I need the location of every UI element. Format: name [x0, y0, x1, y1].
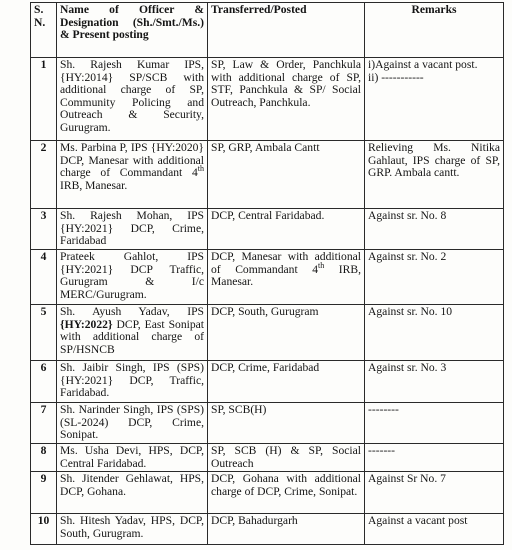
table-row	[31, 514, 504, 545]
posted-text: DCP, Manesar with additional of Commandant 4	[211, 250, 361, 276]
remark-line: i)Against a vacant post.	[368, 58, 478, 71]
officer-cell: Sh. Rajesh Mohan, IPS {HY:2021} DCP, Crime, Faridabad	[57, 209, 208, 250]
officer-batch-bold: {HY:2022}	[60, 317, 113, 331]
posted-cell: DCP, Bahadurgarh	[208, 514, 365, 545]
ordinal-suffix: th	[318, 260, 325, 270]
remark-line: Against sr. No. 3	[368, 361, 447, 374]
posted-text: IRB, Manesar.	[211, 262, 361, 289]
remarks-cell	[365, 209, 504, 250]
remarks-cell	[365, 141, 504, 209]
serial-number-cell: 2	[31, 141, 57, 209]
table-row	[31, 58, 504, 141]
remark-line: Relieving Ms. Nitika Gahlaut, IPS charge of SP, GRP. Ambala cantt.	[368, 141, 500, 180]
remarks-cell	[365, 361, 504, 403]
officer-cell	[57, 305, 208, 361]
remark-line: Against sr. No. 8	[368, 209, 447, 222]
officer-cell: Sh. Narinder Singh, IPS (SPS) (SL-2024) DCP, Crime, Sonipat.	[57, 403, 208, 444]
serial-number-cell: 5	[31, 305, 57, 361]
header-remarks: Remarks	[365, 3, 504, 58]
posted-cell: DCP, Gohana with additional charge of DCP, Crime, Sonipat.	[208, 472, 365, 514]
officer-text: Sh. Ayush Yadav, IPS	[60, 305, 204, 318]
officer-cell: Sh. Jaibir Singh, IPS (SPS) {HY:2021} DCP, Traffic, Faridabad.	[57, 361, 208, 403]
remark-line: ii) -----------	[368, 70, 424, 84]
remarks-cell	[365, 250, 504, 305]
table-row	[31, 472, 504, 514]
remarks-cell	[365, 444, 504, 472]
remarks-cell	[365, 514, 504, 545]
posted-cell: DCP, South, Gurugram	[208, 305, 365, 361]
header-officer-details: Name of Officer & Designation (Sh./Smt./Ms.) & Present posting	[57, 3, 208, 58]
posted-cell: DCP, Central Faridabad.	[208, 209, 365, 250]
header-transferred-posted: Transferred/Posted	[208, 3, 365, 58]
posted-cell: DCP, Crime, Faridabad	[208, 361, 365, 403]
posted-cell: SP, SCB(H)	[208, 403, 365, 444]
officer-cell: Sh. Jitender Gehlawat, HPS, DCP, Gohana.	[57, 472, 208, 514]
table-row	[31, 361, 504, 403]
posted-cell: SP, GRP, Ambala Cantt	[208, 141, 365, 209]
transfer-posting-table	[30, 2, 504, 545]
remarks-cell	[365, 305, 504, 361]
officer-cell: Sh. Hitesh Yadav, HPS, DCP, South, Gurugram.	[57, 514, 208, 545]
serial-number-cell: 9	[31, 472, 57, 514]
officer-text: DCP, East Sonipat with additional charge of SP/HSNCB	[60, 317, 204, 356]
serial-number-cell: 1	[31, 58, 57, 141]
posted-cell: SP, Law & Order, Panchkula with additional charge of SP, STF, Panchkula & SP/ Social Outreach, Panchkula.	[208, 58, 365, 141]
remarks-cell	[365, 58, 504, 141]
table-row	[31, 305, 504, 361]
officer-cell	[57, 141, 208, 209]
serial-number-cell: 8	[31, 444, 57, 472]
serial-number-cell: 4	[31, 250, 57, 305]
remark-line: Against sr. No. 10	[368, 305, 453, 318]
officer-text: Ms. Parbina P, IPS {HY:2020} DCP, Manesar with additional charge of Commandant 4	[60, 141, 204, 180]
officer-cell: Sh. Rajesh Kumar IPS, {HY:2014} SP/SCB with additional charge of SP, Community Policing and Outreach & Security, Gurugram.	[57, 58, 208, 141]
table-header-row	[31, 3, 504, 58]
remark-line: Against sr. No. 2	[368, 250, 447, 263]
remarks-cell	[365, 403, 504, 444]
header-serial-number: S. N.	[31, 3, 57, 58]
officer-cell: Ms. Usha Devi, HPS, DCP, Central Faridabad.	[57, 444, 208, 472]
table-row	[31, 250, 504, 305]
remark-line: -------	[368, 444, 396, 457]
ordinal-suffix: th	[197, 164, 204, 174]
table-row	[31, 209, 504, 250]
serial-number-cell: 7	[31, 403, 57, 444]
table-row	[31, 403, 504, 444]
posted-cell	[208, 250, 365, 305]
remark-line: Against a vacant post	[368, 514, 468, 528]
posted-cell: SP, SCB (H) & SP, Social Outreach	[208, 444, 365, 472]
officer-cell: Prateek Gahlot, IPS {HY:2021} DCP Traffic, Gurugram & I/c MERC/Gurugram.	[57, 250, 208, 305]
remark-line: Against Sr No. 7	[368, 472, 446, 486]
officer-text: IRB, Manesar.	[60, 178, 128, 192]
remarks-cell	[365, 472, 504, 514]
serial-number-cell: 6	[31, 361, 57, 403]
serial-number-cell: 10	[31, 514, 57, 545]
table-row	[31, 141, 504, 209]
remark-line: --------	[368, 403, 399, 416]
table-row	[31, 444, 504, 472]
serial-number-cell: 3	[31, 209, 57, 250]
